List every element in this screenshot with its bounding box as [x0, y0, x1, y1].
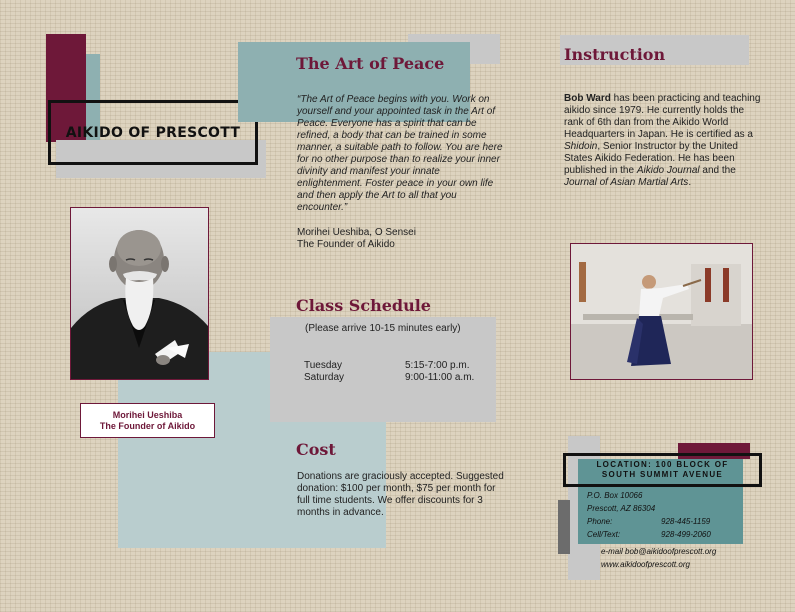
email-line[interactable]: e-mail bob@aikidoofprescott.org	[601, 547, 717, 556]
location-box	[563, 453, 762, 487]
schedule-day: Tuesday	[304, 360, 342, 371]
art-of-peace-quote: “The Art of Peace begins with you. Work on yourself and your appointed task in the Art of Peace. Everyone has a spirit that can be refined, a body that can be trained in some manner, a suitable path to follow. You are here for no other purpose than to realize your inner divinity and manifest your innate enlightenment. Foster peace in your own life and then apply the Art to all that you encounter.”	[297, 94, 503, 213]
bio-text-part: has been practicing and teaching aikido since 1979. He currently holds the rank of 6th dan from the Aikido World Headquarters in Japan. He is certified as a	[564, 93, 761, 140]
founder-photo	[70, 207, 209, 380]
caption-role: The Founder of Aikido	[99, 420, 196, 431]
instructor-practice-image	[571, 244, 752, 379]
brochure-title: AIKIDO OF PRESCOTT	[48, 100, 258, 165]
cell-number: 928-499-2060	[661, 530, 711, 539]
schedule-day: Saturday	[304, 372, 345, 383]
phone-row	[587, 515, 747, 528]
instructor-name: Bob Ward	[564, 93, 611, 104]
cell-label: Cell/Text:	[587, 530, 621, 539]
cell-row	[587, 528, 747, 541]
instructor-bio	[564, 93, 762, 189]
bio-text-part: and the	[699, 165, 736, 176]
city-state-zip: Prescott, AZ 86304	[587, 504, 656, 513]
website-line[interactable]: www.aikidoofprescott.org	[601, 560, 690, 569]
location-line-1: LOCATION: 100 BLOCK OF	[596, 460, 729, 469]
journal-title: Aikido Journal	[636, 165, 700, 176]
quote-author-role: The Founder of Aikido	[297, 239, 395, 250]
phone-number: 928-445-1159	[661, 517, 711, 526]
location-line-2: SOUTH SUMMIT AVENUE	[601, 470, 724, 479]
cost-text: Donations are graciously accepted. Suggested donation: $100 per month, $75 per month for full time students. We offer discounts for 3 months in advance.	[297, 471, 504, 518]
founder-portrait-image	[71, 208, 208, 379]
schedule-time: 9:00-11:00 a.m.	[405, 372, 475, 383]
class-schedule-heading: Class Schedule	[296, 296, 431, 315]
schedule-note: (Please arrive 10-15 minutes early)	[305, 323, 461, 334]
cost-heading: Cost	[296, 440, 336, 459]
decor-dark-gray-strip	[558, 500, 570, 554]
contact-details	[587, 489, 747, 541]
po-box: P.O. Box 10066	[587, 491, 643, 500]
art-of-peace-heading: The Art of Peace	[296, 54, 445, 73]
bio-text-part: , Senior Instructor by the United States Aikido Federation. He has been published in the	[564, 141, 738, 176]
quote-author: Morihei Ueshiba, O Sensei	[297, 227, 416, 238]
phone-label: Phone:	[587, 517, 613, 526]
shidoin-term: Shidoin	[564, 141, 598, 152]
caption-name: Morihei Ueshiba	[112, 409, 183, 420]
journal-title: Journal of Asian Martial Arts	[564, 177, 689, 188]
schedule-time: 5:15-7:00 p.m.	[405, 360, 470, 371]
instruction-heading: Instruction	[564, 45, 666, 64]
instructor-photo	[570, 243, 753, 380]
bio-text-part: .	[688, 177, 692, 188]
schedule-row	[304, 360, 494, 372]
founder-photo-caption	[80, 403, 215, 438]
schedule-row	[304, 372, 494, 384]
